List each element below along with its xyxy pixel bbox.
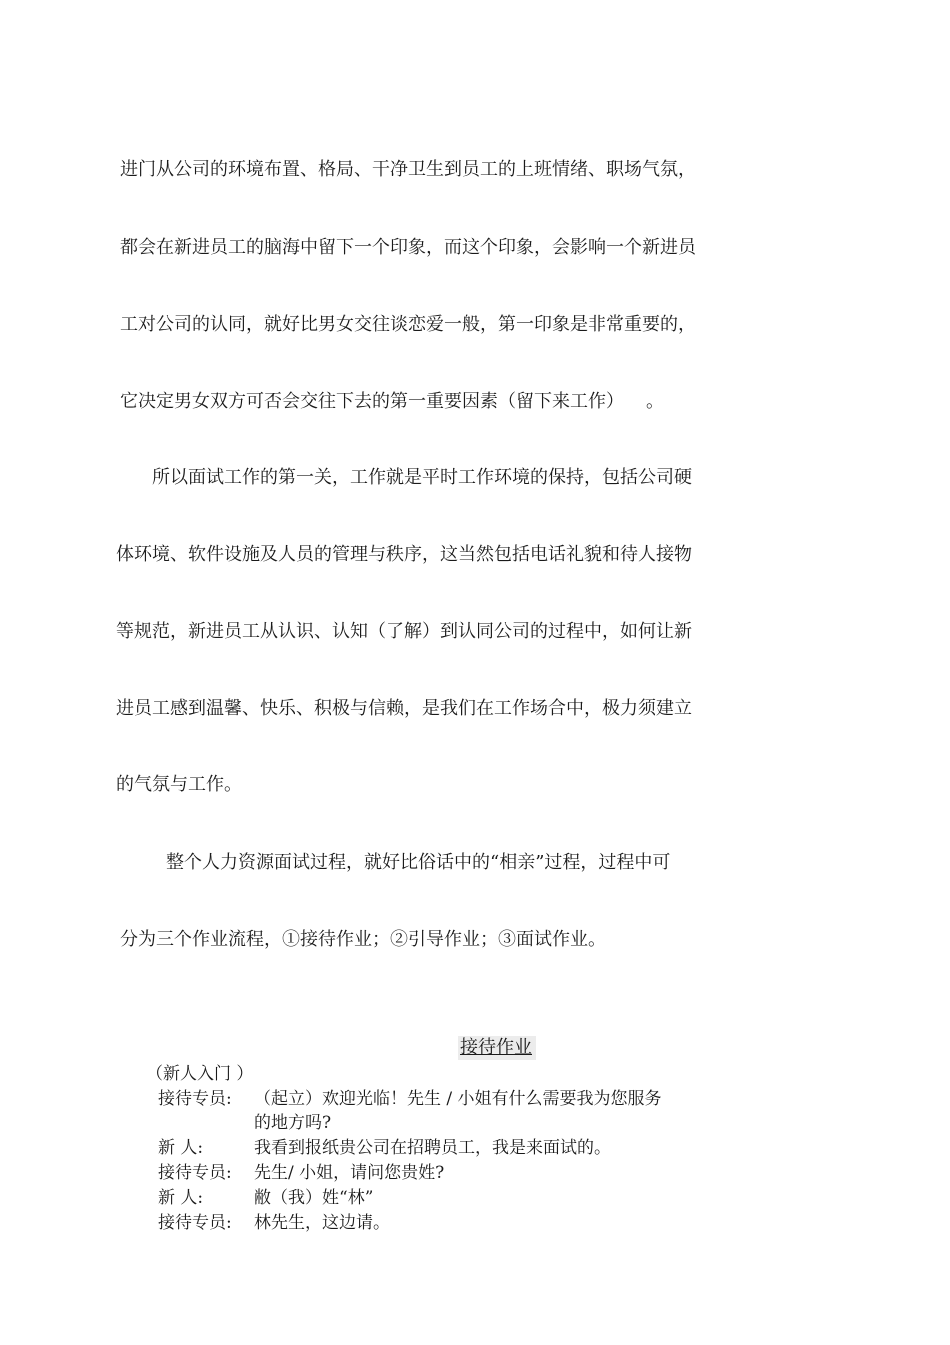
paragraph-1-line-4: 它决定男女双方可否会交往下去的第一重要因素（留下来工作） [120,391,624,412]
dialogue-speaker: 接待专员: [158,1163,232,1183]
paragraph-1-line-2: 都会在新进员工的脑海中留下一个印象，而这个印象，会影响一个新进员 [120,237,696,258]
paragraph-3-line-1: 整个人力资源面试过程，就好比俗话中的“相亲”过程，过程中可 [166,852,671,873]
paragraph-2-line-2: 体环境、软件设施及人员的管理与秩序，这当然包括电话礼貌和待人接物 [116,544,692,565]
paragraph-1-period: 。 [646,391,664,412]
dialogue-text-continued: 的地方吗? [254,1113,332,1133]
paragraph-2-line-4: 进员工感到温馨、快乐、积极与信赖，是我们在工作场合中，极力须建立 [116,698,692,719]
dialogue-speaker: 新 人: [158,1188,204,1208]
stage-direction: （新人入门 ） [146,1064,254,1084]
dialogue-speaker: 接待专员: [158,1213,232,1233]
paragraph-1-line-1: 进门从公司的环境布置、格局、干净卫生到员工的上班情绪、职场气氛， [120,159,696,180]
dialogue-speaker: 接待专员: [158,1089,232,1109]
paragraph-2-line-1: 所以面试工作的第一关，工作就是平时工作环境的保持，包括公司硬 [152,467,692,488]
paragraph-3-line-2: 分为三个作业流程，①接待作业；②引导作业；③面试作业。 [120,929,606,950]
paragraph-2-line-5: 的气氛与工作。 [116,774,242,795]
paragraph-1-line-3: 工对公司的认同，就好比男女交往谈恋爱一般，第一印象是非常重要的， [120,314,696,335]
section-heading: 接待作业 [458,1036,536,1060]
dialogue-text: 先生/ 小姐，请问您贵姓? [254,1163,445,1183]
dialogue-speaker: 新 人: [158,1138,204,1158]
paragraph-2-line-3: 等规范，新进员工从认识、认知（了解）到认同公司的过程中，如何让新 [116,621,692,642]
dialogue-text: 我看到报纸贵公司在招聘员工，我是来面试的。 [254,1138,611,1158]
dialogue-text: （起立）欢迎光临！先生 / 小姐有什么需要我为您服务 [254,1089,662,1109]
dialogue-text: 敝（我）姓“林” [254,1188,374,1208]
dialogue-text: 林先生，这边请。 [254,1213,390,1233]
